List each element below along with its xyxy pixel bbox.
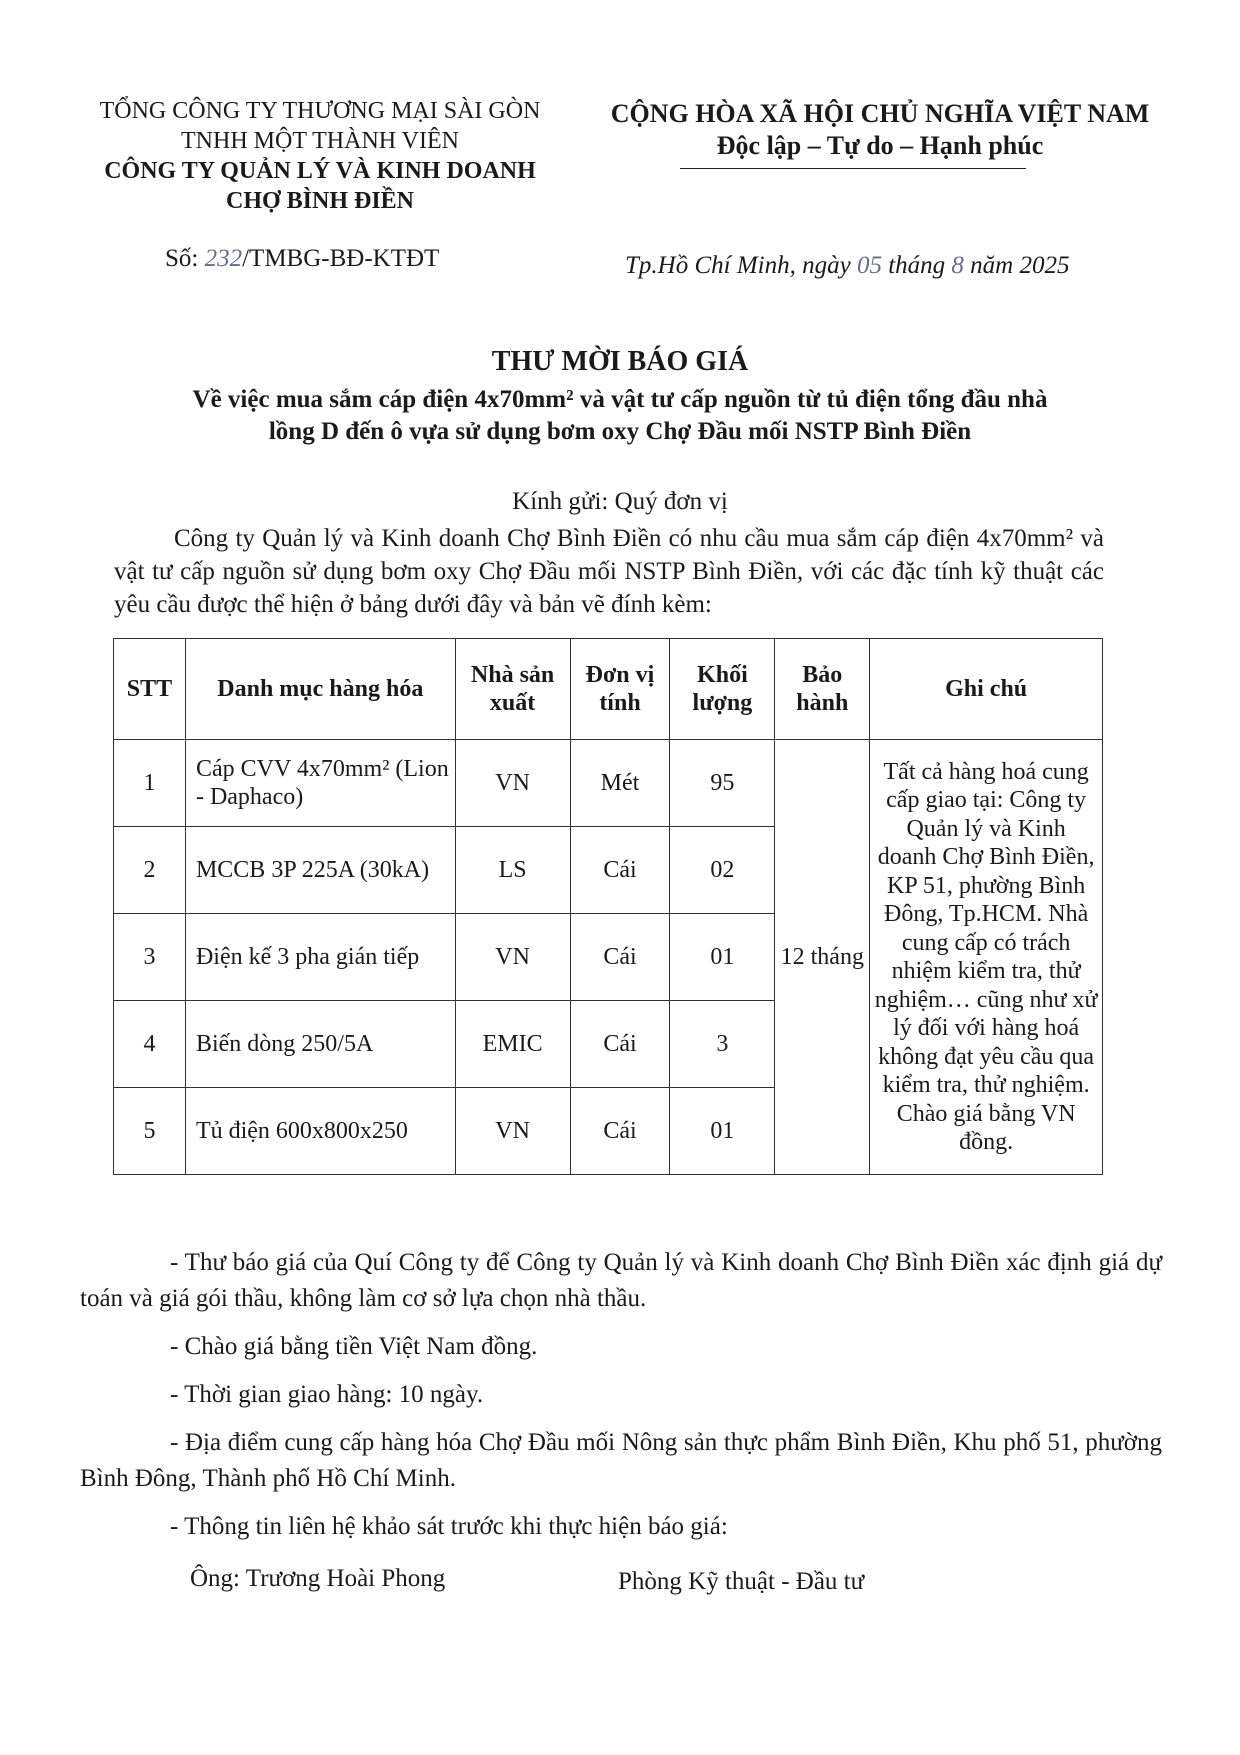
cell-item: Tủ điện 600x800x250 — [185, 1088, 455, 1175]
org-line-2: TNHH MỘT THÀNH VIÊN — [181, 128, 459, 154]
cell-item: Cáp CVV 4x70mm² (Lion - Daphaco) — [185, 740, 455, 827]
cell-unit: Mét — [570, 740, 670, 827]
doc-number-suffix: /TMBG-BĐ-KTĐT — [242, 245, 440, 272]
cell-maker: LS — [455, 827, 570, 914]
doc-number-handwritten: 232 — [204, 245, 243, 272]
cell-stt: 3 — [114, 914, 186, 1001]
header-qty: Khối lượng — [670, 639, 775, 740]
cell-qty: 01 — [670, 1088, 775, 1175]
date-line — [625, 252, 1069, 280]
cell-unit: Cái — [570, 827, 670, 914]
intro-paragraph: Công ty Quản lý và Kinh doanh Chợ Bình Điền có nhu cầu mua sắm cáp điện 4x70mm² và vật tư cấp nguồn sử dụng bơm oxy Chợ Đầu mối NSTP Bình Điền, với các đặc tính kỹ thuật các yêu cầu được thể hiện ở bảng dưới đây và bản vẽ đính kèm: — [114, 525, 1104, 618]
cell-qty: 02 — [670, 827, 775, 914]
organization-block — [80, 96, 560, 216]
header-stt: STT — [114, 639, 186, 740]
date-month-word: tháng — [881, 252, 952, 279]
cell-item: Điện kế 3 pha gián tiếp — [185, 914, 455, 1001]
cell-item: MCCB 3P 225A (30kA) — [185, 827, 455, 914]
cell-maker: EMIC — [455, 1001, 570, 1088]
table-header-row — [114, 639, 1103, 740]
cell-unit: Cái — [570, 914, 670, 1001]
cell-stt: 5 — [114, 1088, 186, 1175]
doc-number-prefix: Số: — [165, 245, 205, 272]
table-row — [114, 740, 1103, 827]
motto-underline — [680, 168, 1026, 169]
contact-department: Phòng Kỹ thuật - Đầu tư — [618, 1568, 865, 1595]
cell-stt: 1 — [114, 740, 186, 827]
cell-note: Tất cả hàng hoá cung cấp giao tại: Công ty Quản lý và Kinh doanh Chợ Bình Điền, KP 51, phường Bình Đông, Tp.HCM. Nhà cung cấp có trách nhiệm kiểm tra, thử nghiệm… cũng như xử lý đối với hàng hoá không đạt yêu cầu qua kiểm tra, thử nghiệm. Chào giá bằng VN đồng. — [870, 740, 1103, 1175]
greeting: Kính gửi: Quý đơn vị — [512, 488, 728, 515]
cell-qty: 3 — [670, 1001, 775, 1088]
nation-title: CỘNG HÒA XÃ HỘI CHỦ NGHĨA VIỆT NAM — [610, 99, 1150, 128]
term-item: - Địa điểm cung cấp hàng hóa Chợ Đầu mối Nông sản thực phẩm Bình Điền, Khu phố 51, phường Bình Đông, Thành phố Hồ Chí Minh. — [80, 1429, 1162, 1492]
cell-stt: 4 — [114, 1001, 186, 1088]
document-title: THƯ MỜI BÁO GIÁ — [491, 346, 749, 377]
cell-warranty: 12 tháng — [775, 740, 870, 1175]
org-line-1: TỔNG CÔNG TY THƯƠNG MẠI SÀI GÒN — [99, 98, 541, 124]
header-warranty: Bảo hành — [775, 639, 870, 740]
subtitle-line-1: Về việc mua sắm cáp điện 4x70mm² và vật tư cấp nguồn từ tủ điện tổng đầu nhà — [192, 386, 1048, 413]
cell-unit: Cái — [570, 1088, 670, 1175]
subtitle-line-2: lồng D đến ô vựa sử dụng bơm oxy Chợ Đầu mối NSTP Bình Điền — [268, 418, 972, 445]
date-prefix: Tp.Hồ Chí Minh, ngày — [625, 252, 857, 279]
header-maker: Nhà sản xuất — [455, 639, 570, 740]
term-item: - Chào giá bằng tiền Việt Nam đồng. — [170, 1333, 538, 1360]
terms-list — [80, 1245, 1162, 1557]
national-header — [580, 98, 1180, 162]
cell-unit: Cái — [570, 1001, 670, 1088]
date-month: 8 — [951, 252, 964, 279]
cell-maker: VN — [455, 740, 570, 827]
header-note: Ghi chú — [870, 639, 1103, 740]
cell-item: Biến dòng 250/5A — [185, 1001, 455, 1088]
date-year: năm 2025 — [963, 252, 1070, 279]
header-item: Danh mục hàng hóa — [185, 639, 455, 740]
goods-table — [113, 638, 1103, 1175]
cell-qty: 01 — [670, 914, 775, 1001]
term-item: - Thư báo giá của Quí Công ty để Công ty Quản lý và Kinh doanh Chợ Bình Điền xác định giá dự toán và giá gói thầu, không làm cơ sở lựa chọn nhà thầu. — [80, 1249, 1162, 1312]
document-number — [165, 245, 439, 273]
cell-stt: 2 — [114, 827, 186, 914]
nation-motto: Độc lập – Tự do – Hạnh phúc — [716, 131, 1044, 160]
date-day: 05 — [856, 252, 882, 279]
cell-maker: VN — [455, 914, 570, 1001]
contact-name: Ông: Trương Hoài Phong — [190, 1565, 446, 1592]
header-unit: Đơn vị tính — [570, 639, 670, 740]
org-line-3: CÔNG TY QUẢN LÝ VÀ KINH DOANH — [104, 158, 536, 184]
cell-maker: VN — [455, 1088, 570, 1175]
term-item: - Thông tin liên hệ khảo sát trước khi thực hiện báo giá: — [170, 1513, 728, 1540]
org-line-4: CHỢ BÌNH ĐIỀN — [225, 188, 415, 214]
term-item: - Thời gian giao hàng: 10 ngày. — [170, 1381, 484, 1408]
cell-qty: 95 — [670, 740, 775, 827]
document-subtitle — [80, 384, 1160, 448]
